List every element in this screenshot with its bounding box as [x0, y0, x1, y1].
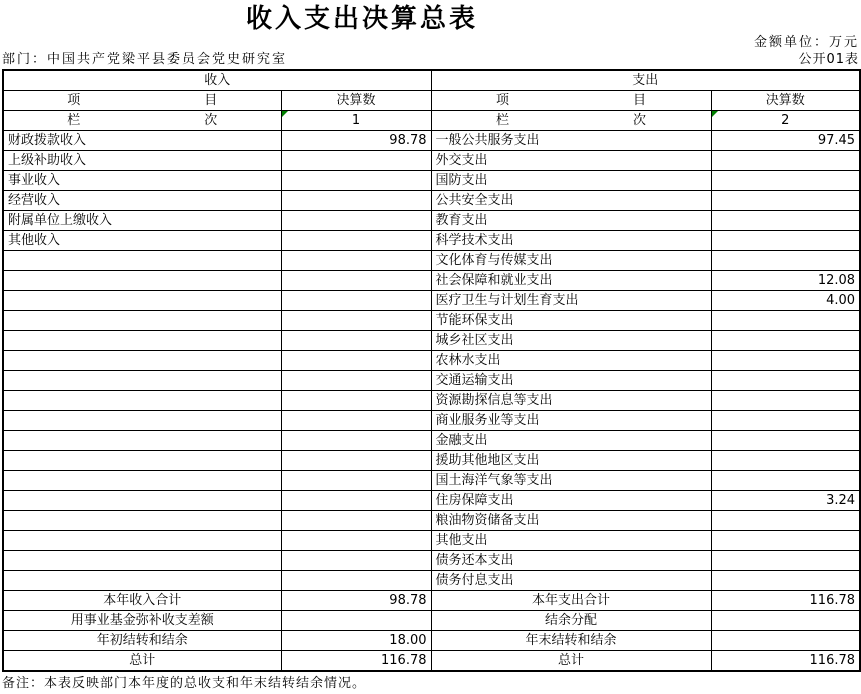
table-row [3, 211, 860, 231]
expenditure-summary-value-cell [711, 611, 860, 631]
expenditure-item-cell: 城乡社区支出 [431, 331, 711, 351]
expenditure-lane-number-cell: 2 [711, 111, 860, 131]
income-value-cell [281, 491, 431, 511]
expenditure-value-cell: 4.00 [711, 291, 860, 311]
expenditure-value-cell [711, 451, 860, 471]
expenditure-summary-label-cell: 总计 [431, 651, 711, 672]
income-value-cell [281, 311, 431, 331]
expenditure-item-header: 项 目 [431, 91, 711, 111]
expenditure-summary-label-cell: 结余分配 [431, 611, 711, 631]
summary-row [3, 651, 860, 672]
expenditure-item-cell: 外交支出 [431, 151, 711, 171]
income-item-cell [3, 391, 281, 411]
summary-row [3, 631, 860, 651]
table-row [3, 351, 860, 371]
table-code: 公开01表 [798, 52, 859, 67]
table-row [3, 151, 860, 171]
income-item-cell [3, 271, 281, 291]
income-value-cell [281, 531, 431, 551]
income-value-cell [281, 271, 431, 291]
expenditure-section-header: 支出 [431, 70, 860, 91]
table-row [3, 411, 860, 431]
table-row [3, 551, 860, 571]
meta-line [2, 52, 859, 68]
income-summary-value-cell [281, 611, 431, 631]
income-summary-label-cell: 用事业基金弥补收支差额 [3, 611, 281, 631]
income-item-cell [3, 451, 281, 471]
income-summary-value-cell: 98.78 [281, 591, 431, 611]
table-row [3, 391, 860, 411]
table-row [3, 491, 860, 511]
income-item-cell: 其他收入 [3, 231, 281, 251]
income-item-cell [3, 371, 281, 391]
expenditure-value-cell [711, 391, 860, 411]
expenditure-item-cell: 节能环保支出 [431, 311, 711, 331]
table-row [3, 511, 860, 531]
expenditure-item-cell: 资源勘探信息等支出 [431, 391, 711, 411]
income-lane-label: 栏 次 [3, 111, 281, 131]
income-value-cell [281, 251, 431, 271]
expenditure-item-cell: 社会保障和就业支出 [431, 271, 711, 291]
unit-note: 金额单位：万元 [753, 35, 859, 50]
table-row [3, 291, 860, 311]
table-row [3, 311, 860, 331]
expenditure-item-cell: 住房保障支出 [431, 491, 711, 511]
expenditure-value-cell [711, 211, 860, 231]
income-item-cell: 附属单位上缴收入 [3, 211, 281, 231]
expenditure-amount-header: 决算数 [711, 91, 860, 111]
income-value-cell [281, 191, 431, 211]
expenditure-item-cell: 农林水支出 [431, 351, 711, 371]
expenditure-value-cell [711, 511, 860, 531]
income-item-cell [3, 531, 281, 551]
expenditure-item-cell: 债务还本支出 [431, 551, 711, 571]
expenditure-value-cell [711, 571, 860, 591]
income-summary-value-cell: 18.00 [281, 631, 431, 651]
expenditure-item-cell: 医疗卫生与计划生育支出 [431, 291, 711, 311]
summary-row [3, 611, 860, 631]
table-row [3, 531, 860, 551]
income-lane-number-cell: 1 [281, 111, 431, 131]
expenditure-value-cell [711, 251, 860, 271]
income-value-cell [281, 471, 431, 491]
income-item-cell [3, 491, 281, 511]
expenditure-value-cell [711, 151, 860, 171]
income-item-cell [3, 431, 281, 451]
income-item-cell [3, 571, 281, 591]
expenditure-summary-label-cell: 本年支出合计 [431, 591, 711, 611]
income-item-cell: 财政拨款收入 [3, 131, 281, 151]
expenditure-summary-value-cell [711, 631, 860, 651]
table-row [3, 371, 860, 391]
income-item-cell [3, 331, 281, 351]
income-value-cell [281, 391, 431, 411]
income-value-cell [281, 171, 431, 191]
expenditure-item-cell: 商业服务业等支出 [431, 411, 711, 431]
expenditure-item-cell: 文化体育与传媒支出 [431, 251, 711, 271]
expenditure-item-cell: 公共安全支出 [431, 191, 711, 211]
expenditure-summary-value-cell: 116.78 [711, 591, 860, 611]
table-row [3, 231, 860, 251]
expenditure-value-cell [711, 551, 860, 571]
expenditure-value-cell [711, 311, 860, 331]
expenditure-item-cell: 交通运输支出 [431, 371, 711, 391]
column-header-row [3, 91, 860, 111]
footnote: 备注：本表反映部门本年度的总收支和年末结转结余情况。 [2, 676, 367, 691]
income-item-cell [3, 251, 281, 271]
expenditure-value-cell [711, 191, 860, 211]
expenditure-item-cell: 国土海洋气象等支出 [431, 471, 711, 491]
expenditure-lane-label: 栏 次 [431, 111, 711, 131]
expenditure-item-cell: 国防支出 [431, 171, 711, 191]
income-summary-label-cell: 年初结转和结余 [3, 631, 281, 651]
expenditure-value-cell: 3.24 [711, 491, 860, 511]
expenditure-value-cell [711, 531, 860, 551]
income-summary-value-cell: 116.78 [281, 651, 431, 672]
income-value-cell: 98.78 [281, 131, 431, 151]
expenditure-value-cell [711, 331, 860, 351]
expenditure-item-cell: 债务付息支出 [431, 571, 711, 591]
expenditure-value-cell [711, 171, 860, 191]
expenditure-value-cell [711, 471, 860, 491]
table-row [3, 171, 860, 191]
table-row [3, 331, 860, 351]
income-item-cell [3, 471, 281, 491]
income-item-cell: 经营收入 [3, 191, 281, 211]
department-label: 部门：中国共产党梁平县委员会党史研究室 [2, 52, 288, 67]
income-value-cell [281, 151, 431, 171]
income-value-cell [281, 451, 431, 471]
income-item-header: 项 目 [3, 91, 281, 111]
income-value-cell [281, 331, 431, 351]
table-row [3, 251, 860, 271]
summary-row [3, 591, 860, 611]
income-amount-header: 决算数 [281, 91, 431, 111]
income-value-cell [281, 431, 431, 451]
income-summary-label-cell: 本年收入合计 [3, 591, 281, 611]
income-section-header: 收入 [3, 70, 431, 91]
expenditure-value-cell: 12.08 [711, 271, 860, 291]
expenditure-value-cell [711, 351, 860, 371]
expenditure-summary-label-cell: 年末结转和结余 [431, 631, 711, 651]
page-title: 收入支出决算总表 [245, 4, 478, 34]
income-item-cell: 上级补助收入 [3, 151, 281, 171]
expenditure-item-cell: 其他支出 [431, 531, 711, 551]
table-row [3, 191, 860, 211]
expenditure-item-cell: 科学技术支出 [431, 231, 711, 251]
expenditure-value-cell [711, 411, 860, 431]
income-value-cell [281, 551, 431, 571]
expenditure-value-cell [711, 371, 860, 391]
table-row [3, 271, 860, 291]
income-value-cell [281, 571, 431, 591]
expenditure-value-cell: 97.45 [711, 131, 860, 151]
expenditure-item-cell: 一般公共服务支出 [431, 131, 711, 151]
budget-table [2, 69, 861, 672]
cell-flag-triangle-icon [282, 111, 288, 117]
income-value-cell [281, 231, 431, 251]
expenditure-value-cell [711, 231, 860, 251]
income-item-cell [3, 351, 281, 371]
expenditure-item-cell: 粮油物资储备支出 [431, 511, 711, 531]
income-item-cell [3, 291, 281, 311]
table-row [3, 451, 860, 471]
income-item-cell [3, 551, 281, 571]
income-value-cell [281, 211, 431, 231]
income-value-cell [281, 351, 431, 371]
table-row [3, 571, 860, 591]
table-row [3, 431, 860, 451]
section-header-row [3, 70, 860, 91]
income-value-cell [281, 511, 431, 531]
income-value-cell [281, 411, 431, 431]
income-item-cell [3, 411, 281, 431]
income-item-cell: 事业收入 [3, 171, 281, 191]
income-summary-label-cell: 总计 [3, 651, 281, 672]
expenditure-value-cell [711, 431, 860, 451]
expenditure-item-cell: 援助其他地区支出 [431, 451, 711, 471]
income-value-cell [281, 371, 431, 391]
income-item-cell [3, 311, 281, 331]
cell-flag-triangle-icon [712, 111, 718, 117]
income-item-cell [3, 511, 281, 531]
table-row [3, 471, 860, 491]
expenditure-summary-value-cell: 116.78 [711, 651, 860, 672]
expenditure-item-cell: 教育支出 [431, 211, 711, 231]
table-row [3, 131, 860, 151]
expenditure-item-cell: 金融支出 [431, 431, 711, 451]
income-value-cell [281, 291, 431, 311]
lane-number-row [3, 111, 860, 131]
